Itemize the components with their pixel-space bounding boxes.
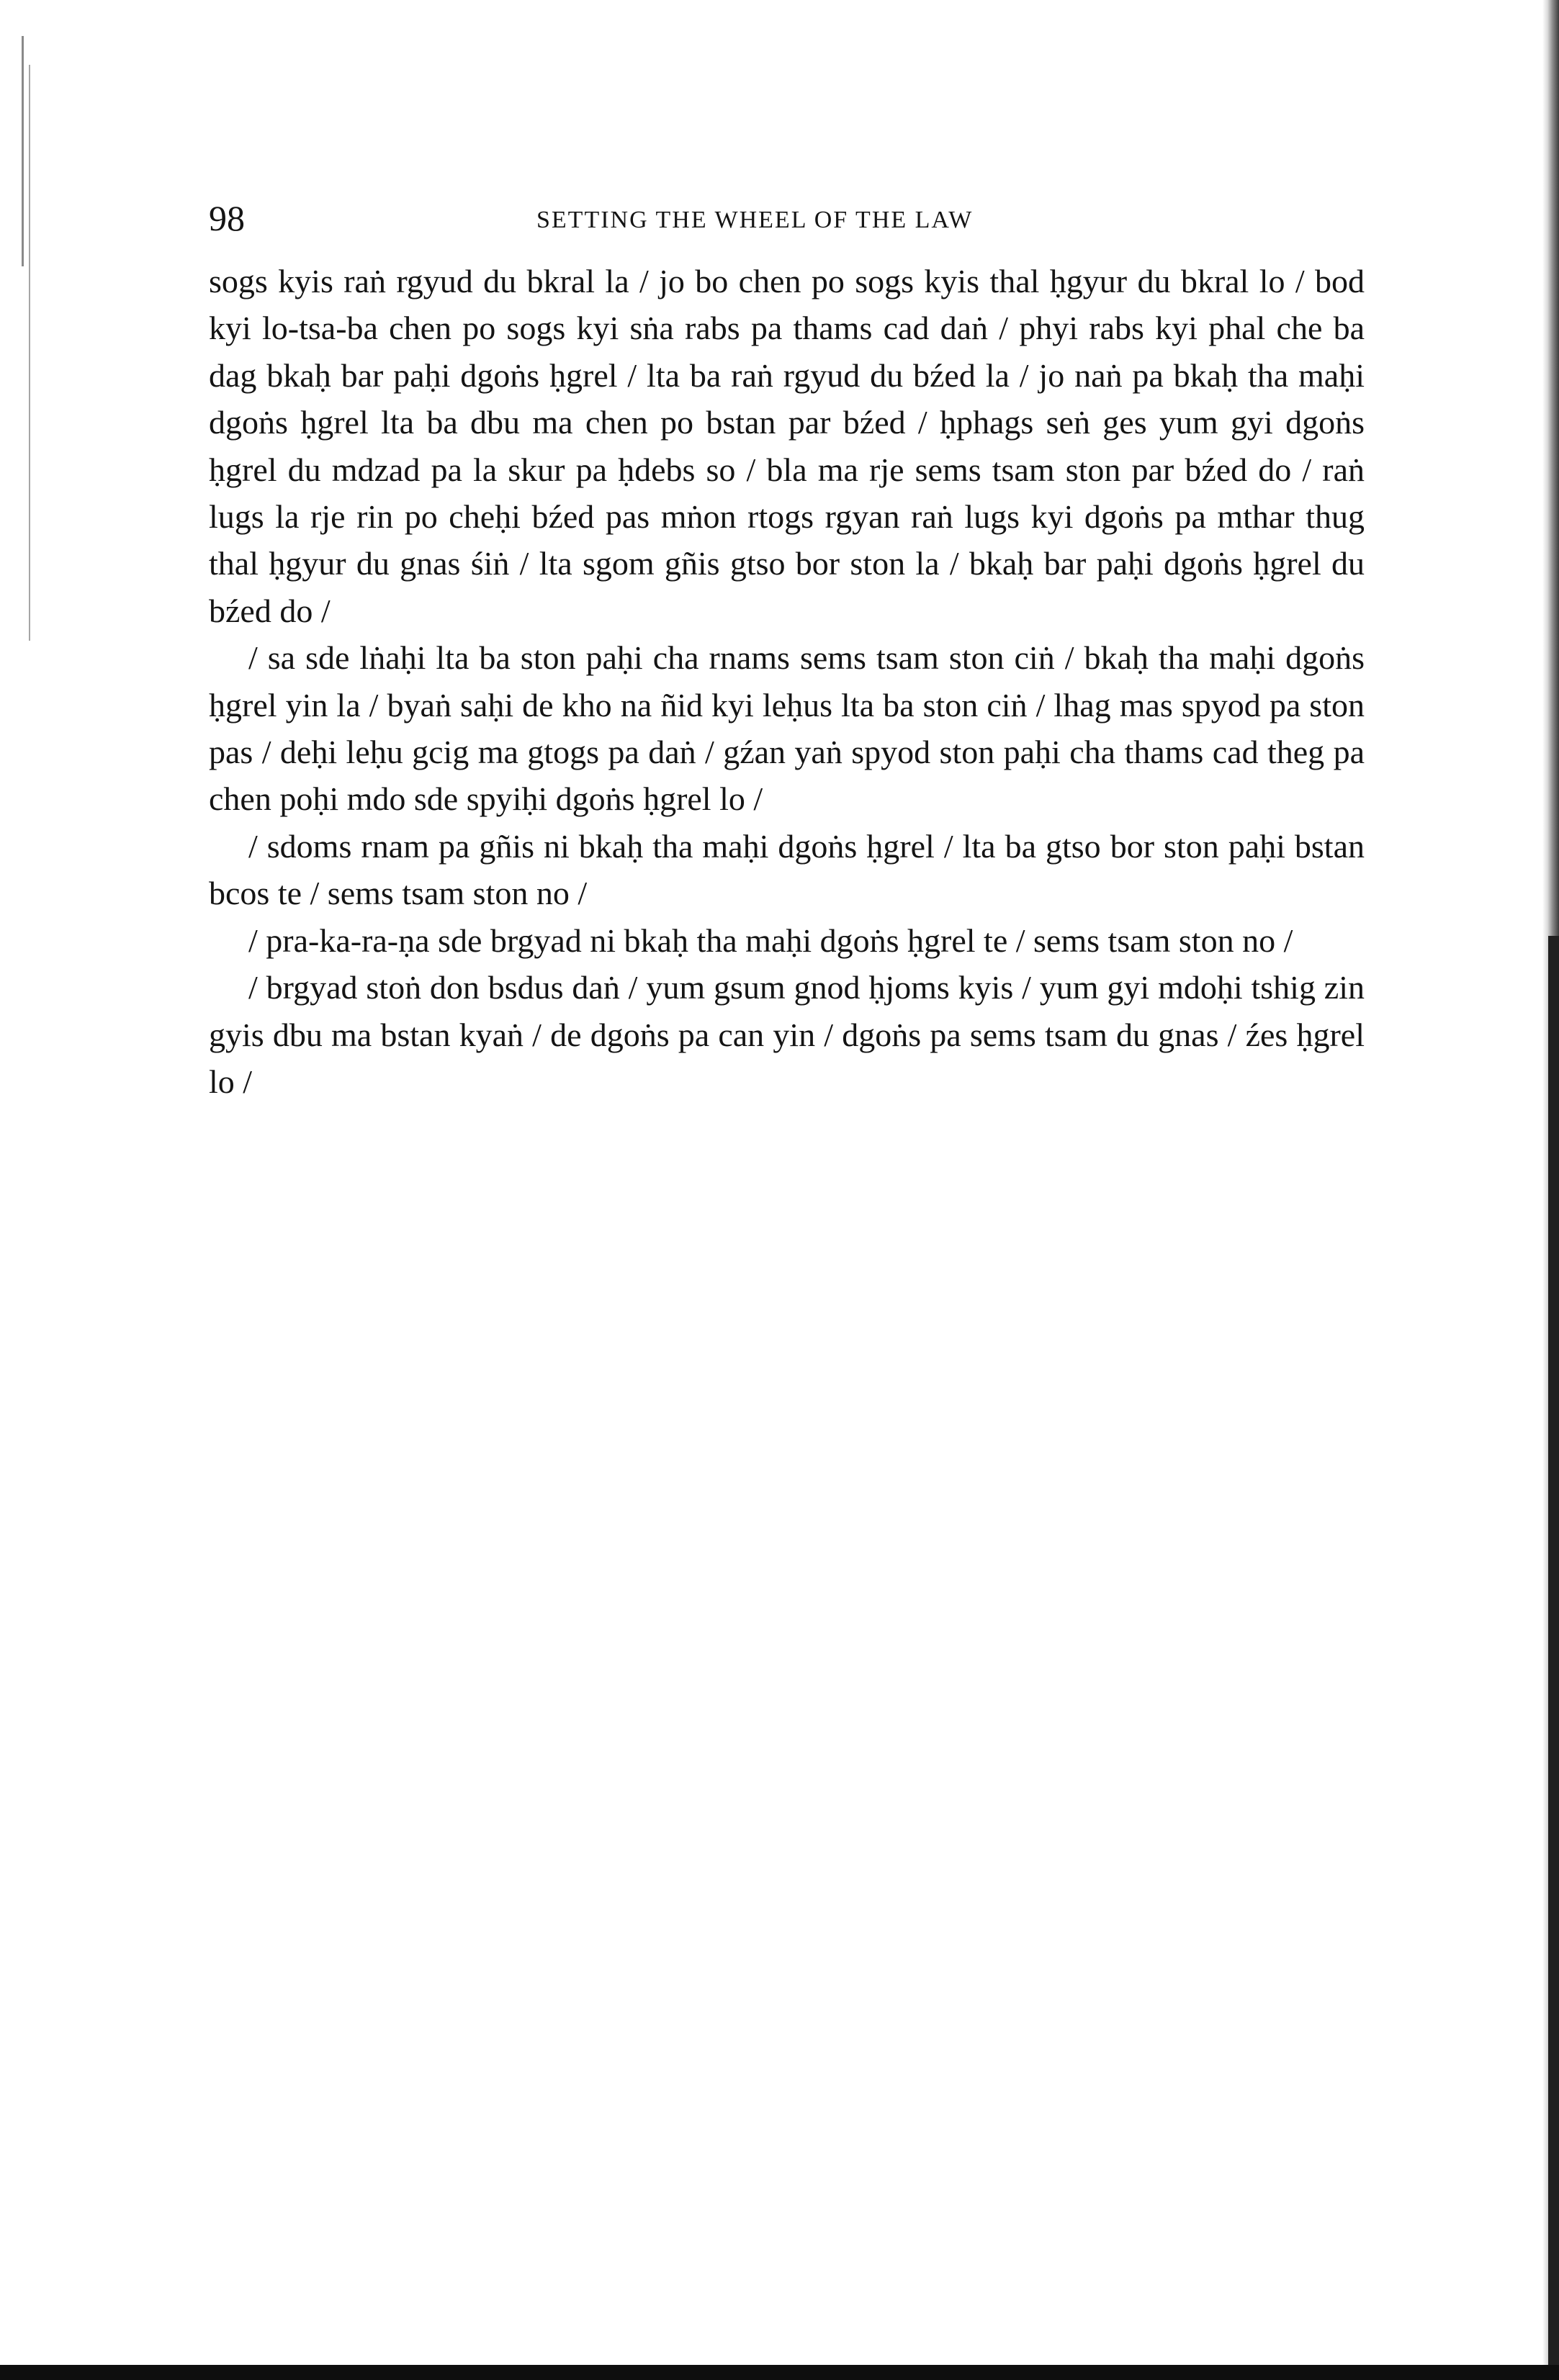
scan-page-edge	[1548, 936, 1559, 2380]
paragraph: / sa sde lṅaḥi lta ba ston paḥi cha rnams sems tsam ston ciṅ / bkaḥ tha maḥi dgoṅs ḥgrel yin la / byaṅ saḥi de kho na ñid kyi leḥus lta ba ston ciṅ / lhag mas spyod pa ston pas / deḥi leḥu gcig ma gtogs pa daṅ / gźan yaṅ spyod ston paḥi cha thams cad theg pa chen poḥi mdo sde spyiḥi dgoṅs ḥgrel lo /	[209, 639, 1365, 818]
scan-bottom-edge	[0, 2365, 1559, 2380]
page-number: 98	[209, 198, 245, 238]
running-head	[209, 193, 1361, 243]
scan-margin-line	[22, 36, 24, 266]
paragraph: / sdoms rnam pa gñis ni bkaḥ tha maḥi dgoṅs ḥgrel / lta ba gtso bor ston paḥi bstan bcos te / sems tsam ston no /	[209, 827, 1365, 912]
scan-margin-line	[29, 65, 30, 641]
paragraph: / brgyad stoṅ don bsdus daṅ / yum gsum gnod ḥjoms kyis / yum gyi mdoḥi tshig zin gyis dbu ma bstan kyaṅ / de dgoṅs pa can yin / dgoṅs pa sems tsam du gnas / źes ḥgrel lo /	[209, 969, 1365, 1100]
paragraph: sogs kyis raṅ rgyud du bkral la / jo bo chen po sogs kyis thal ḥgyur du bkral lo / bod kyi lo-tsa-ba chen po sogs kyi sṅa rabs pa thams cad daṅ / phyi rabs kyi phal che ba dag bkaḥ bar paḥi dgoṅs ḥgrel / lta ba raṅ rgyud du bźed la / jo naṅ pa bkaḥ tha maḥi dgoṅs ḥgrel lta ba dbu ma chen po bstan par bźed / ḥphags seṅ ges yum gyi dgoṅs ḥgrel du mdzad pa la skur pa ḥdebs so / bla ma rje sems tsam ston par bźed do / raṅ lugs la rje rin po cheḥi bźed pas mṅon rtogs rgyan raṅ lugs kyi dgoṅs pa mthar thug thal ḥgyur du gnas śiṅ / lta sgom gñis gtso bor ston la / bkaḥ bar paḥi dgoṅs ḥgrel du bźed do /	[209, 263, 1365, 629]
body-text	[209, 258, 1365, 1105]
running-title: SETTING THE WHEEL OF THE LAW	[536, 207, 974, 233]
paragraph: / pra-ka-ra-ṇa sde brgyad ni bkaḥ tha maḥi dgoṅs ḥgrel te / sems tsam ston no /	[248, 921, 1293, 959]
